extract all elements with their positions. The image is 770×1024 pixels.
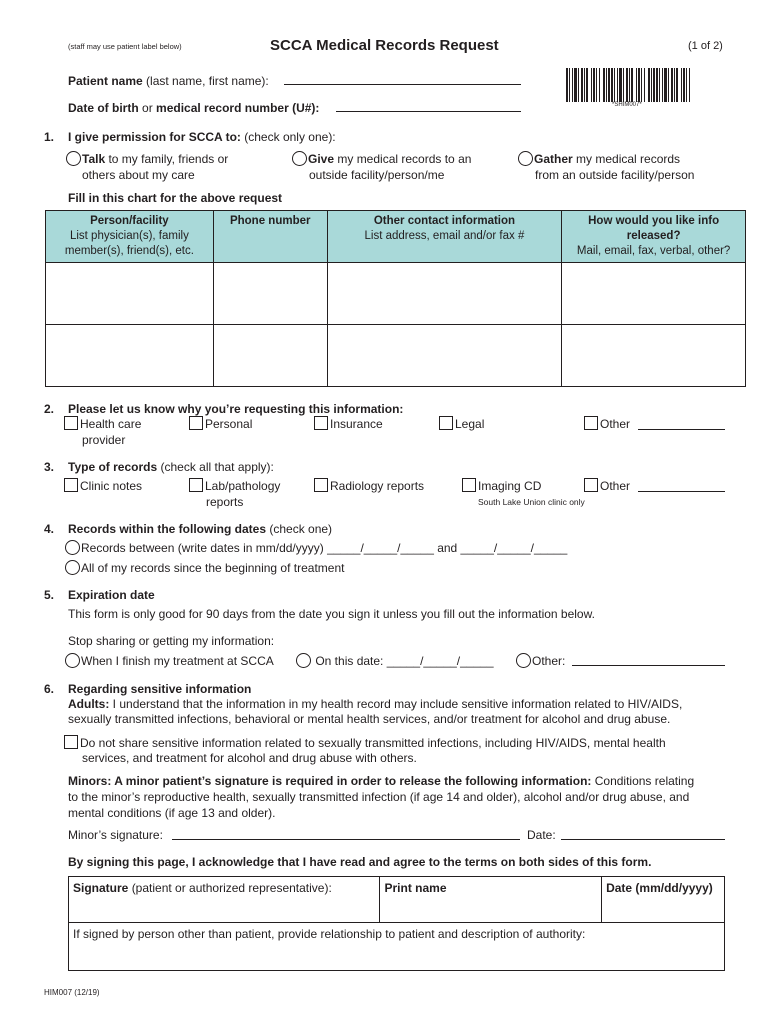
other-records-checkbox[interactable]: [584, 478, 598, 492]
page-number: (1 of 2): [688, 40, 723, 52]
other-expiration-option[interactable]: Other:: [516, 653, 565, 668]
section-5-number: 5.: [44, 588, 55, 602]
signature-field[interactable]: Signature (patient or authorized representative):: [69, 877, 380, 923]
insurance-checkbox[interactable]: [314, 416, 328, 430]
table-row: [46, 325, 746, 387]
section-4-number: 4.: [44, 522, 55, 536]
request-chart: [45, 210, 746, 387]
print-name-field[interactable]: Print name: [380, 877, 602, 923]
lab-pathology-option[interactable]: Lab/pathology: [189, 478, 280, 493]
give-option-line2: outside facility/person/me: [309, 168, 445, 182]
form-code: HIM007 (12/19): [44, 988, 100, 997]
clinic-notes-option[interactable]: Clinic notes: [64, 478, 142, 493]
other-reason-field[interactable]: [638, 418, 725, 430]
lab-pathology-line2: reports: [206, 495, 244, 509]
table-cell[interactable]: [46, 263, 214, 325]
finish-treatment-radio[interactable]: [65, 653, 80, 668]
imaging-cd-note: South Lake Union clinic only: [478, 497, 585, 507]
dob-field[interactable]: [336, 100, 521, 112]
finish-treatment-option[interactable]: When I finish my treatment at SCCA: [65, 653, 274, 668]
chart-header-release: How would you like info released? Mail, email, fax, verbal, other?: [562, 211, 746, 263]
signature-table: [68, 876, 725, 971]
all-records-radio[interactable]: [65, 560, 80, 575]
imaging-cd-option[interactable]: Imaging CD: [462, 478, 541, 493]
stop-sharing-label: Stop sharing or getting my information:: [68, 634, 275, 648]
records-between-option[interactable]: Records between (write dates in mm/dd/yyyy) _____/_____/_____ and _____/_____/_____: [65, 540, 567, 555]
section-2-title: Please let us know why you’re requesting this information:: [68, 402, 404, 416]
gather-option[interactable]: Gather my medical records: [518, 151, 680, 166]
on-date-radio[interactable]: [296, 653, 311, 668]
talk-option[interactable]: Talk to my family, friends or: [66, 151, 228, 166]
section-3-number: 3.: [44, 460, 55, 474]
patient-name-field[interactable]: [284, 73, 521, 85]
personal-option[interactable]: Personal: [189, 416, 252, 431]
minor-date-label: Date:: [527, 828, 556, 842]
other-records-field[interactable]: [638, 480, 725, 492]
on-date-option[interactable]: On this date: _____/_____/_____: [296, 653, 494, 668]
legal-option[interactable]: Legal: [439, 416, 484, 431]
chart-header-contact: Other contact information List address, email and/or fax #: [327, 211, 562, 263]
expiration-text: This form is only good for 90 days from the date you sign it unless you fill out the information below.: [68, 607, 595, 621]
health-care-checkbox[interactable]: [64, 416, 78, 430]
page-title: SCCA Medical Records Request: [270, 37, 499, 54]
radiology-checkbox[interactable]: [314, 478, 328, 492]
legal-checkbox[interactable]: [439, 416, 453, 430]
other-reason-option[interactable]: Other: [584, 416, 630, 431]
chart-caption: Fill in this chart for the above request: [68, 191, 283, 205]
chart-header-phone: Phone number: [213, 211, 327, 263]
talk-option-line2: others about my care: [82, 168, 195, 182]
give-radio[interactable]: [292, 151, 307, 166]
other-expiration-field[interactable]: [572, 654, 725, 666]
barcode-image: [566, 68, 690, 102]
radiology-option[interactable]: Radiology reports: [314, 478, 424, 493]
minor-signature-field[interactable]: [172, 828, 520, 840]
table-row: [46, 263, 746, 325]
minors-text-line3: mental conditions (if age 13 and older).: [68, 806, 276, 820]
dob-label: Date of birth or medical record number (U#):: [68, 101, 320, 115]
section-1-number: 1.: [44, 130, 55, 144]
other-expiration-radio[interactable]: [516, 653, 531, 668]
authority-field[interactable]: If signed by person other than patient, provide relationship to patient and description of authority:: [69, 923, 725, 971]
section-1-title: I give permission for SCCA to: (check only one):: [68, 130, 336, 144]
minor-signature-label: Minor’s signature:: [68, 828, 163, 842]
minors-text-line2: to the minor’s reproductive health, sexually transmitted infection (if age 14 and older), alcohol and/or drug abuse, and: [68, 790, 690, 804]
personal-checkbox[interactable]: [189, 416, 203, 430]
table-cell[interactable]: [327, 325, 562, 387]
section-6-title: Regarding sensitive information: [68, 682, 252, 696]
do-not-share-checkbox[interactable]: [64, 735, 78, 749]
table-cell[interactable]: [327, 263, 562, 325]
table-cell[interactable]: [213, 263, 327, 325]
signature-date-field[interactable]: Date (mm/dd/yyyy): [602, 877, 725, 923]
acknowledgement-text: By signing this page, I acknowledge that I have read and agree to the terms on both sides of this form.: [68, 855, 652, 869]
minors-text-line1: Minors: A minor patient’s signature is required in order to release the following information: Conditions relating: [68, 774, 695, 788]
minor-date-field[interactable]: [561, 828, 725, 840]
section-4-title: Records within the following dates (check one): [68, 522, 333, 536]
insurance-option[interactable]: Insurance: [314, 416, 383, 431]
all-records-option[interactable]: All of my records since the beginning of treatment: [65, 560, 344, 575]
table-cell[interactable]: [46, 325, 214, 387]
clinic-notes-checkbox[interactable]: [64, 478, 78, 492]
other-records-option[interactable]: Other: [584, 478, 630, 493]
do-not-share-line2: services, and treatment for alcohol and drug abuse with others.: [82, 751, 417, 765]
health-care-option[interactable]: Health care: [64, 416, 141, 431]
section-3-title: Type of records (check all that apply):: [68, 460, 274, 474]
give-option[interactable]: Give my medical records to an: [292, 151, 471, 166]
gather-radio[interactable]: [518, 151, 533, 166]
section-2-number: 2.: [44, 402, 55, 416]
imaging-cd-checkbox[interactable]: [462, 478, 476, 492]
do-not-share-option[interactable]: Do not share sensitive information related to sexually transmitted infections, including HIV/AIDS, mental health: [64, 735, 666, 750]
section-6-number: 6.: [44, 682, 55, 696]
section-5-title: Expiration date: [68, 588, 155, 602]
talk-radio[interactable]: [66, 151, 81, 166]
gather-option-line2: from an outside facility/person: [535, 168, 695, 182]
table-cell[interactable]: [562, 263, 746, 325]
patient-name-label: Patient name (last name, first name):: [68, 74, 269, 88]
chart-header-person: Person/facility List physician(s), family member(s), friend(s), etc.: [46, 211, 214, 263]
health-care-option-line2: provider: [82, 433, 126, 447]
other-reason-checkbox[interactable]: [584, 416, 598, 430]
lab-pathology-checkbox[interactable]: [189, 478, 203, 492]
adults-text-line2: sexually transmitted infections, behavioral or mental health services, and/or treatment for alcohol and drug abuse.: [68, 712, 671, 726]
barcode-text: *SHIM007*: [612, 102, 642, 108]
adults-text-line1: Adults: I understand that the information in my health record may include sensitive information related to HIV/AIDS,: [68, 697, 683, 711]
table-cell[interactable]: [562, 325, 746, 387]
table-cell[interactable]: [213, 325, 327, 387]
staff-note: (staff may use patient label below): [68, 42, 182, 51]
records-between-radio[interactable]: [65, 540, 80, 555]
